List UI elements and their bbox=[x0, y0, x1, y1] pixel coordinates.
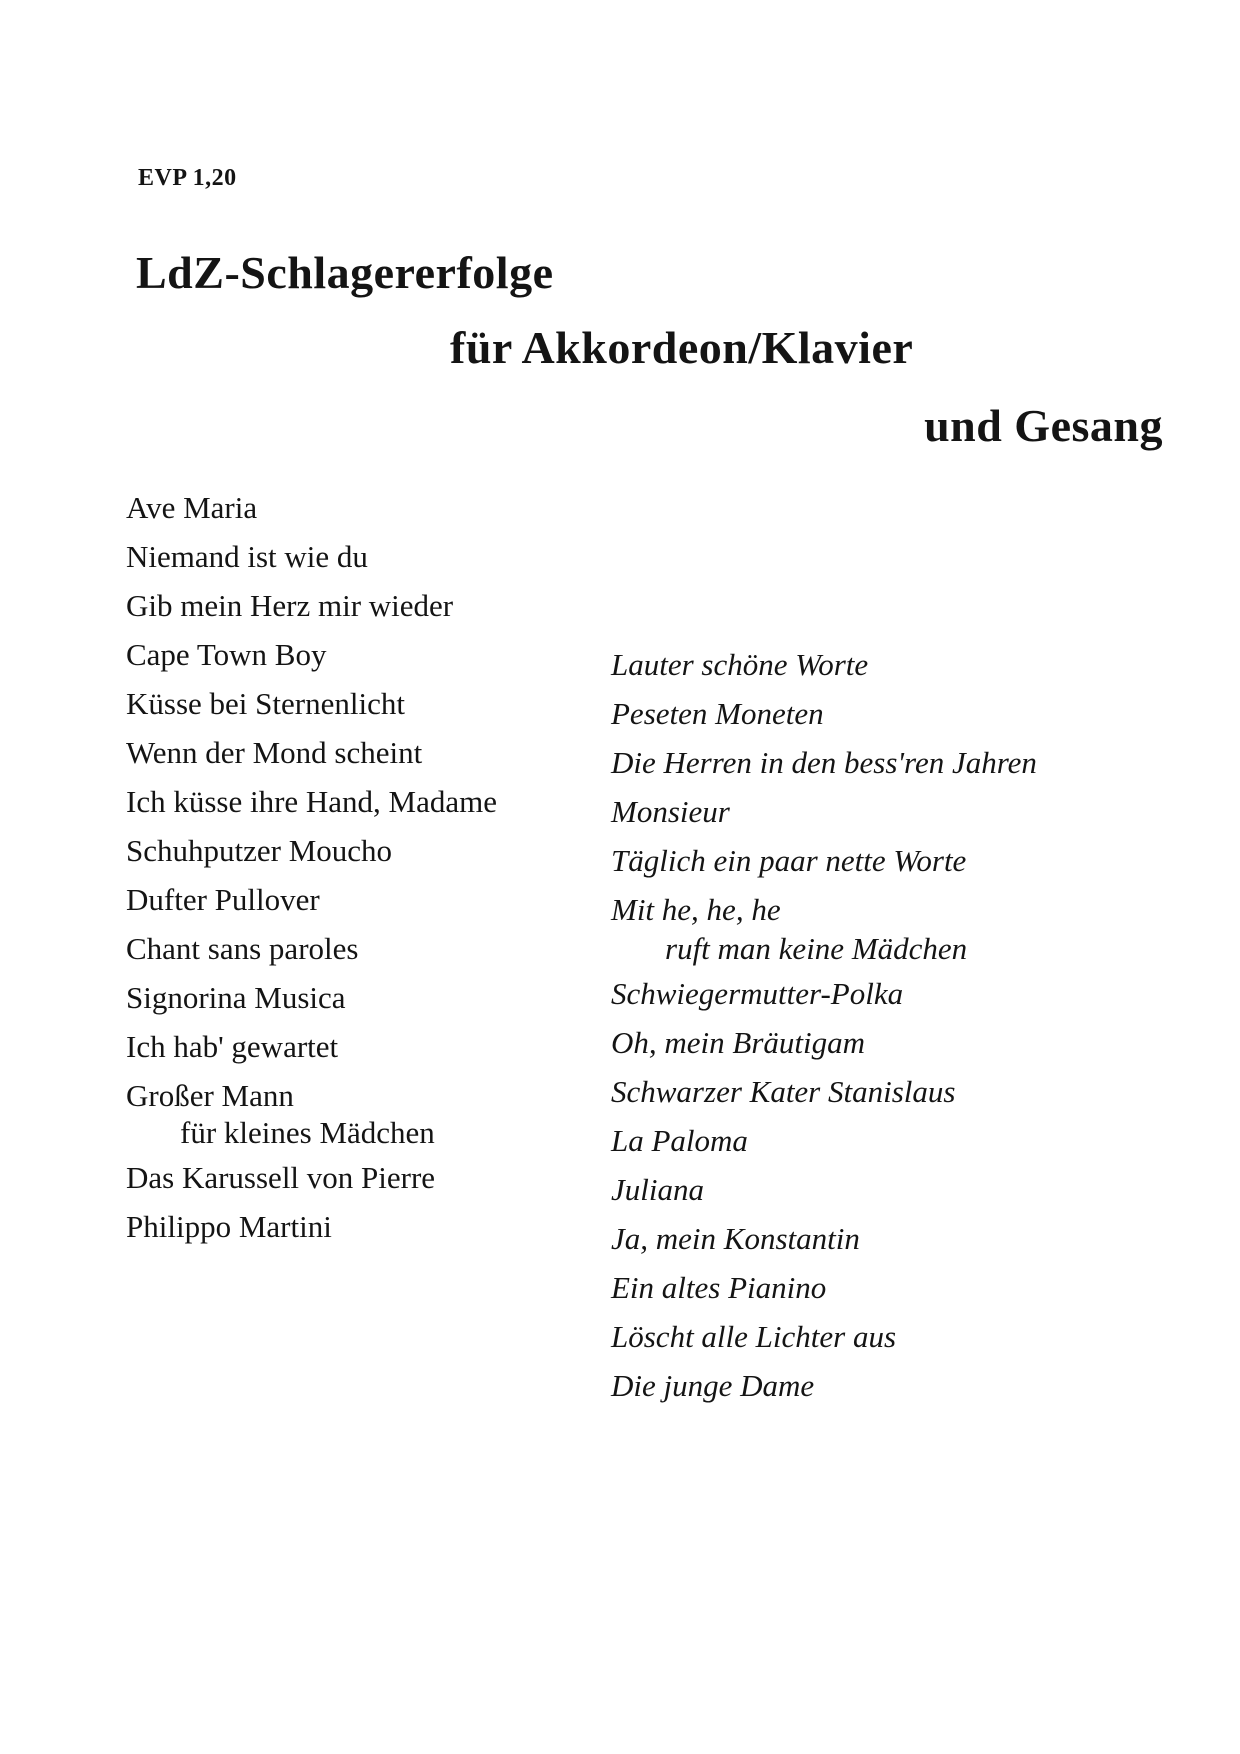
list-item: Lauter schöne Worte bbox=[611, 647, 869, 682]
title-line-1: LdZ-Schlagererfolge bbox=[136, 247, 554, 298]
list-item: Ich küsse ihre Hand, Madame bbox=[126, 784, 498, 819]
list-item: Cape Town Boy bbox=[126, 637, 327, 672]
list-item-continuation: ruft man keine Mädchen bbox=[665, 931, 968, 966]
song-list-right bbox=[611, 640, 1037, 1410]
list-item: Ein altes Pianino bbox=[611, 1270, 827, 1305]
list-item: Monsieur bbox=[611, 794, 730, 829]
list-item: Löscht alle Lichter aus bbox=[611, 1319, 897, 1354]
price-label: EVP 1,20 bbox=[138, 165, 237, 191]
title-line-2: für Akkordeon/Klavier bbox=[450, 322, 914, 373]
list-item: Die Herren in den bess'ren Jahren bbox=[611, 745, 1037, 780]
list-item: Küsse bei Sternenlicht bbox=[126, 686, 405, 721]
list-item: Ja, mein Konstantin bbox=[611, 1221, 860, 1256]
list-item-continuation: für kleines Mädchen bbox=[180, 1115, 435, 1150]
title-line-3: und Gesang bbox=[924, 400, 1163, 451]
list-item: Philippo Martini bbox=[126, 1209, 332, 1244]
list-item: La Paloma bbox=[611, 1123, 748, 1158]
list-item: Täglich ein paar nette Worte bbox=[611, 843, 967, 878]
list-item: Wenn der Mond scheint bbox=[126, 735, 423, 770]
list-item: Schwarzer Kater Stanislaus bbox=[611, 1074, 956, 1109]
list-item: Ave Maria bbox=[126, 490, 258, 525]
list-item: Niemand ist wie du bbox=[126, 539, 368, 574]
list-item: Ich hab' gewartet bbox=[126, 1029, 339, 1064]
list-item: Dufter Pullover bbox=[126, 882, 320, 917]
list-item: Schwiegermutter-Polka bbox=[611, 976, 904, 1011]
list-item: Das Karussell von Pierre bbox=[126, 1160, 436, 1195]
list-item: Juliana bbox=[611, 1172, 704, 1207]
list-item: Schuhputzer Moucho bbox=[126, 833, 393, 868]
song-list-left bbox=[126, 483, 497, 1251]
list-item: Die junge Dame bbox=[611, 1368, 815, 1403]
list-item: Signorina Musica bbox=[126, 980, 346, 1015]
list-item: Gib mein Herz mir wieder bbox=[126, 588, 454, 623]
list-item: Mit he, he, he ruft man keine Mädchen bbox=[611, 885, 1037, 969]
list-item: Großer Mann für kleines Mädchen bbox=[126, 1071, 497, 1153]
list-item: Chant sans paroles bbox=[126, 931, 359, 966]
list-item: Oh, mein Bräutigam bbox=[611, 1025, 866, 1060]
list-item: Peseten Moneten bbox=[611, 696, 824, 731]
